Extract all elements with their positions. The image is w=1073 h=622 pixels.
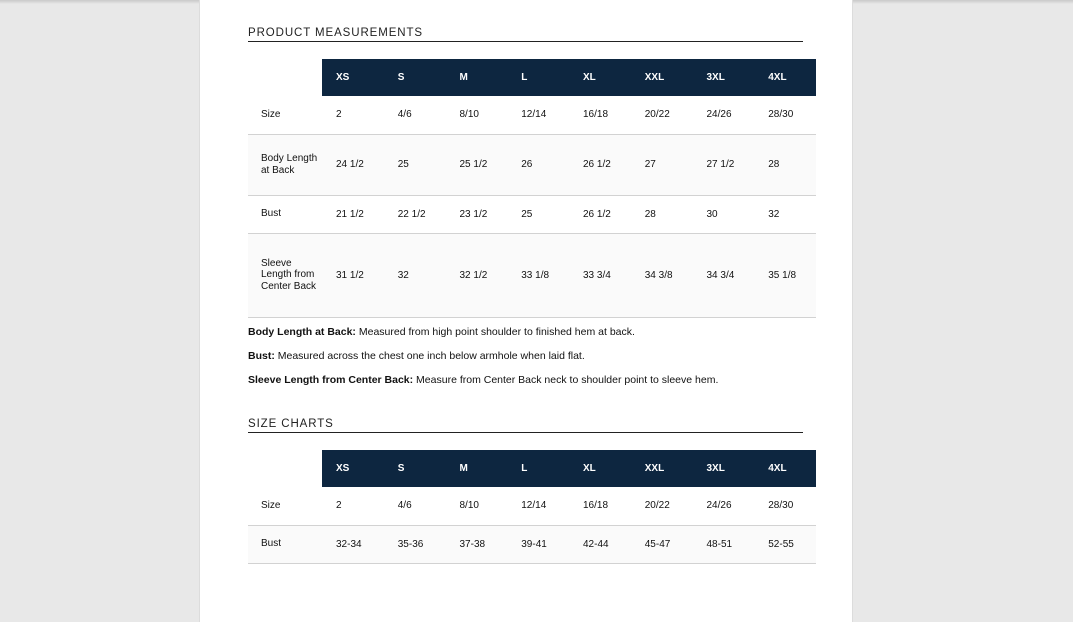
table-cell: 8/10 — [446, 487, 508, 525]
table-cell: 2 — [322, 96, 384, 134]
size-header-l: L — [507, 450, 569, 487]
table-cell: 48-51 — [693, 525, 755, 563]
size-header-4xl: 4XL — [754, 450, 816, 487]
note-text: Measured from high point shoulder to finished hem at back. — [355, 326, 635, 338]
row-label: Bust — [248, 525, 322, 563]
table-row — [248, 233, 816, 317]
measurement-notes — [248, 326, 848, 398]
size-charts-title: SIZE CHARTS — [248, 418, 803, 433]
table-cell: 4/6 — [384, 96, 446, 134]
table-cell: 28 — [754, 134, 816, 195]
table-row — [248, 195, 816, 233]
table-cell: 24/26 — [693, 487, 755, 525]
size-header-s: S — [384, 59, 446, 96]
size-header-s: S — [384, 450, 446, 487]
table-cell: 27 1/2 — [693, 134, 755, 195]
table-cell: 34 3/4 — [693, 233, 755, 317]
product-measurements-table — [248, 59, 816, 318]
table-cell: 23 1/2 — [446, 195, 508, 233]
table-row — [248, 525, 816, 563]
table-cell: 31 1/2 — [322, 233, 384, 317]
size-header-3xl: 3XL — [693, 59, 755, 96]
table-cell: 8/10 — [446, 96, 508, 134]
note-body-length — [248, 326, 848, 339]
table-cell: 32 — [384, 233, 446, 317]
note-term: Sleeve Length from Center Back: — [248, 374, 414, 386]
size-header-m: M — [446, 450, 508, 487]
table-cell: 24/26 — [693, 96, 755, 134]
table-cell: 26 — [507, 134, 569, 195]
table-cell: 12/14 — [507, 96, 569, 134]
product-measurements-title: PRODUCT MEASUREMENTS — [248, 27, 803, 42]
table-cell: 12/14 — [507, 487, 569, 525]
note-text: Measured across the chest one inch below armhole when laid flat. — [274, 350, 585, 362]
size-header-xl: XL — [569, 450, 631, 487]
note-sleeve-length — [248, 374, 848, 387]
table-cell: 39-41 — [507, 525, 569, 563]
row-label: Sleeve Length from Center Back — [248, 233, 322, 317]
header-corner — [248, 450, 322, 487]
size-header-xl: XL — [569, 59, 631, 96]
header-row — [248, 450, 816, 487]
table-cell: 25 1/2 — [446, 134, 508, 195]
table-cell: 35 1/8 — [754, 233, 816, 317]
size-header-xs: XS — [322, 450, 384, 487]
size-charts-table — [248, 450, 816, 564]
table-cell: 2 — [322, 487, 384, 525]
table-cell: 33 1/8 — [507, 233, 569, 317]
table-cell: 28/30 — [754, 96, 816, 134]
table-cell: 21 1/2 — [322, 195, 384, 233]
note-bust — [248, 350, 848, 363]
note-term: Bust: — [248, 350, 275, 362]
size-header-m: M — [446, 59, 508, 96]
note-text: Measure from Center Back neck to shoulder point to sleeve hem. — [413, 374, 719, 386]
table-cell: 25 — [384, 134, 446, 195]
table-cell: 16/18 — [569, 96, 631, 134]
size-header-4xl: 4XL — [754, 59, 816, 96]
size-header-xxl: XXL — [631, 450, 693, 487]
table-cell: 27 — [631, 134, 693, 195]
table-row — [248, 96, 816, 134]
table-cell: 28/30 — [754, 487, 816, 525]
row-label: Body Length at Back — [248, 134, 322, 195]
table-row — [248, 134, 816, 195]
size-header-xxl: XXL — [631, 59, 693, 96]
table-cell: 30 — [693, 195, 755, 233]
table-row — [248, 487, 816, 525]
table-cell: 34 3/8 — [631, 233, 693, 317]
size-header-3xl: 3XL — [693, 450, 755, 487]
table-cell: 24 1/2 — [322, 134, 384, 195]
table-cell: 16/18 — [569, 487, 631, 525]
table-cell: 25 — [507, 195, 569, 233]
note-term: Body Length at Back: — [248, 326, 356, 338]
table-cell: 35-36 — [384, 525, 446, 563]
table-cell: 37-38 — [446, 525, 508, 563]
table-cell: 32 1/2 — [446, 233, 508, 317]
table-cell: 26 1/2 — [569, 134, 631, 195]
size-header-l: L — [507, 59, 569, 96]
table-cell: 45-47 — [631, 525, 693, 563]
header-row — [248, 59, 816, 96]
table-cell: 52-55 — [754, 525, 816, 563]
size-header-xs: XS — [322, 59, 384, 96]
table-cell: 33 3/4 — [569, 233, 631, 317]
table-cell: 32-34 — [322, 525, 384, 563]
table-cell: 22 1/2 — [384, 195, 446, 233]
header-corner — [248, 59, 322, 96]
table-cell: 42-44 — [569, 525, 631, 563]
table-cell: 20/22 — [631, 487, 693, 525]
row-label: Size — [248, 487, 322, 525]
table-cell: 4/6 — [384, 487, 446, 525]
table-cell: 32 — [754, 195, 816, 233]
row-label: Size — [248, 96, 322, 134]
table-cell: 26 1/2 — [569, 195, 631, 233]
row-label: Bust — [248, 195, 322, 233]
table-cell: 20/22 — [631, 96, 693, 134]
table-cell: 28 — [631, 195, 693, 233]
